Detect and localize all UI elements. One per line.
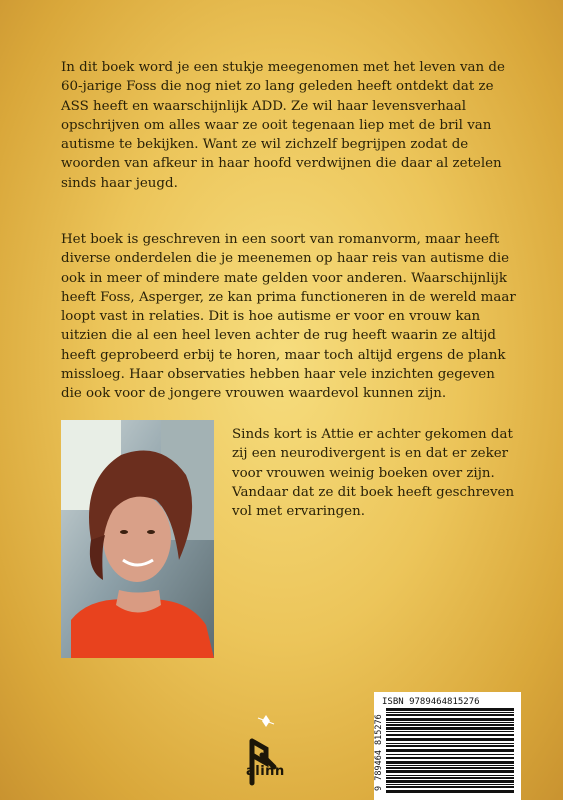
author-photo [61,420,214,658]
publisher-name: alinn [246,764,285,779]
barcode-bars [386,708,514,796]
isbn-digits: 9 789464 815276 [374,714,384,791]
isbn-label: ISBN 9789464815276 [382,697,480,707]
author-bio-paragraph: Sinds kort is Attie er achter gekomen dat zij een neurodivergent is en dat er zeker voor vrouwen weinig boeken over zijn. Vandaar dat ze dit boek heeft geschreven vol met ervaringen. [232,427,515,520]
isbn-barcode [374,692,521,800]
author-intro-paragraph-2: Het boek is geschreven in een soort van romanvorm, maar heeft diverse onderdelen die je meenemen op haar reis van autisme die ook in meer of mindere mate gelden voor anderen. Waarschijnlijk heeft Foss, Asperger, ze kan prima functioneren in de wereld maar loopt vast in relaties. Dit is hoe autisme er voor en vrouw kan uitzien die al een heel leven achter de rug heeft waarin ze altijd heeft geprobeerd erbij te horen, maar toch altijd ergens de plank missloeg. Haar observaties hebben haar vele inzichten gegeven die ook voor de jongere vrouwen waardevol kunnen zijn. [61,232,516,402]
publisher-logo [240,713,300,793]
author-intro-paragraph-1: In dit boek word je een stukje meegenomen met het leven van de 60-jarige Foss die nog niet zo lang geleden heeft ontdekt dat ze ASS heeft en waarschijnlijk ADD. Ze wil haar levensverhaal opschrijven om alles waar ze ooit tegenaan liep met de bril van autisme te bekijken. Want ze wil zichzelf begrijpen zodat de woorden van afkeur in haar hoofd verdwijnen die daar al zetelen sinds haar jeugd. [61,60,505,191]
